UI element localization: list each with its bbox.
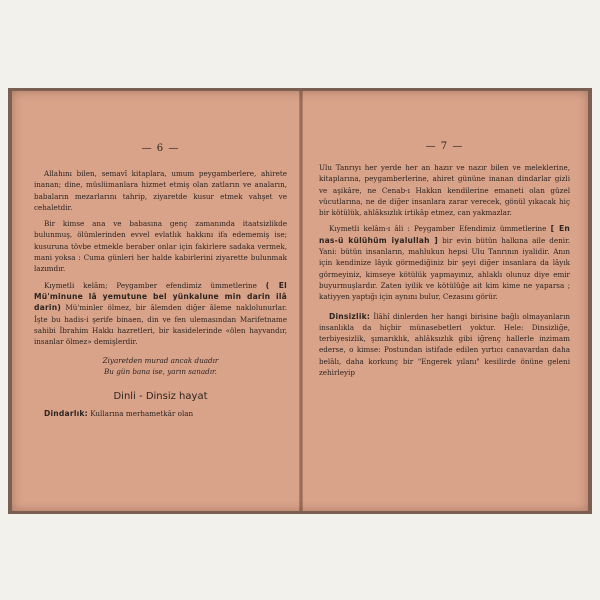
page-number: — 7 — [425, 141, 464, 152]
paragraph-text: Kullarına merhametkâr olan [90, 409, 194, 419]
paragraph [319, 311, 570, 379]
hadith-quote: ( El Mü'minune lâ yemutune bel yünkalune min darin ilâ darin) [34, 280, 287, 313]
paragraph [34, 280, 287, 348]
poem-line: Bu gün bana ise, yarın sanadır. [104, 367, 217, 377]
paragraph-text: İlâhî dinlerden her hangi birisine bağlı olmayanların insanlıkla da hiçbir münasebetleri yoktur. Hele: Dinsizliğe, terbiyesizlik, şımarıklık, ahlâksızlık gibi iğrenç hallerle inzimam ederse, o kimse: Postundan istifade edilen yırtıcı canavardan daha belâlı, daha korkunç bir "Engerek yılanı" kesilirde önüne geleni zehirleyip [319, 311, 570, 378]
term-label: Dindarlık: [44, 409, 88, 419]
poem-couplet [34, 355, 287, 377]
right-page [303, 91, 588, 511]
paragraph-text: bir evin bütün halkına aile denir. Yani: bütün insanların, mahlukun hepsi Ulu Tanrının iyalidir. Anın için kendinize lâyık görmediğiniz bir şeyi diğer insanlara da lâyık görmeyiniz, kimseye kötülük yapmayınız, ahlaklı olunuz diye emir buyurmuşlardır. Zaten iyilik ve kötülüğe ait kim kime ne yaparsa ; katiyyen yaptığı için aynını bulur, Cezasını görür. [319, 235, 570, 302]
hadith-quote: [ En nas-ü külühüm iyalullah ] [319, 224, 570, 245]
term-label: Dinsizlik: [329, 311, 371, 321]
page-number: — 6 — [141, 143, 180, 154]
paragraph-text: Mü'minler ölmez, bir âlemden diğer âleme naklolunurlar. İşte bu hadis-i şerife binaen, din ve fen ulemasından Marifetname sahibi İbrahim Hakkı hazretleri, bir kasidelerinde «ölen hayvandır, insanlar ölmez» demişlerdir. [34, 303, 287, 347]
paragraph: Bir kimse ana ve babasına genç zamanında itaatsizlikde bulunmuş, ölümlerinden evvel evlatlık hakkını ifa edememiş ise; kusuruna tövbe etmekle beraber onlar için fakirlere sadaka vermek, mani yoksa : Cuma günleri her halde kabirlerini ziyarette bulunmak lazımdır. [34, 219, 287, 274]
paragraph: Allahını bilen, semavî kitaplara, umum peygamberlere, ahirete inanan; dine, müslümanlara hizmet etmiş olan zatların ve anaların, babaların mezarlarını tahrip, ziyaretde kusur etmek vahşet ve cehaletdir. [34, 169, 287, 212]
left-page [12, 91, 299, 511]
paragraph-text: Kıymetli kelâm-ı âli : Peygamber Efendimiz ümmetlerine [329, 224, 547, 234]
paragraph-text: Kıymetli kelâm; Peygamber efendimiz ümmetlerine [44, 280, 257, 290]
paragraph [319, 223, 570, 302]
book-spread [8, 88, 592, 514]
poem-line: Ziyaretden murad ancak duadır [102, 356, 219, 366]
paragraph: Ulu Tanrıyı her yerde her an hazır ve nazır bilen ve meleklerine, kitaplarına, peygamberlerine, ahiret gününe inanan dindarlar gizli ve aşikâre, ne Cenab-ı Hakkın kendilerine emaneti olan güzel vücutlarına, ne de diğer insanlara zarar verecek, gönül yıkacak hiç bir kötülük, ahlâksızlık irtikâp etmez, can yakmazlar. [319, 163, 570, 218]
section-heading: Dinli - Dinsiz hayat [113, 391, 208, 403]
paragraph [34, 408, 287, 419]
